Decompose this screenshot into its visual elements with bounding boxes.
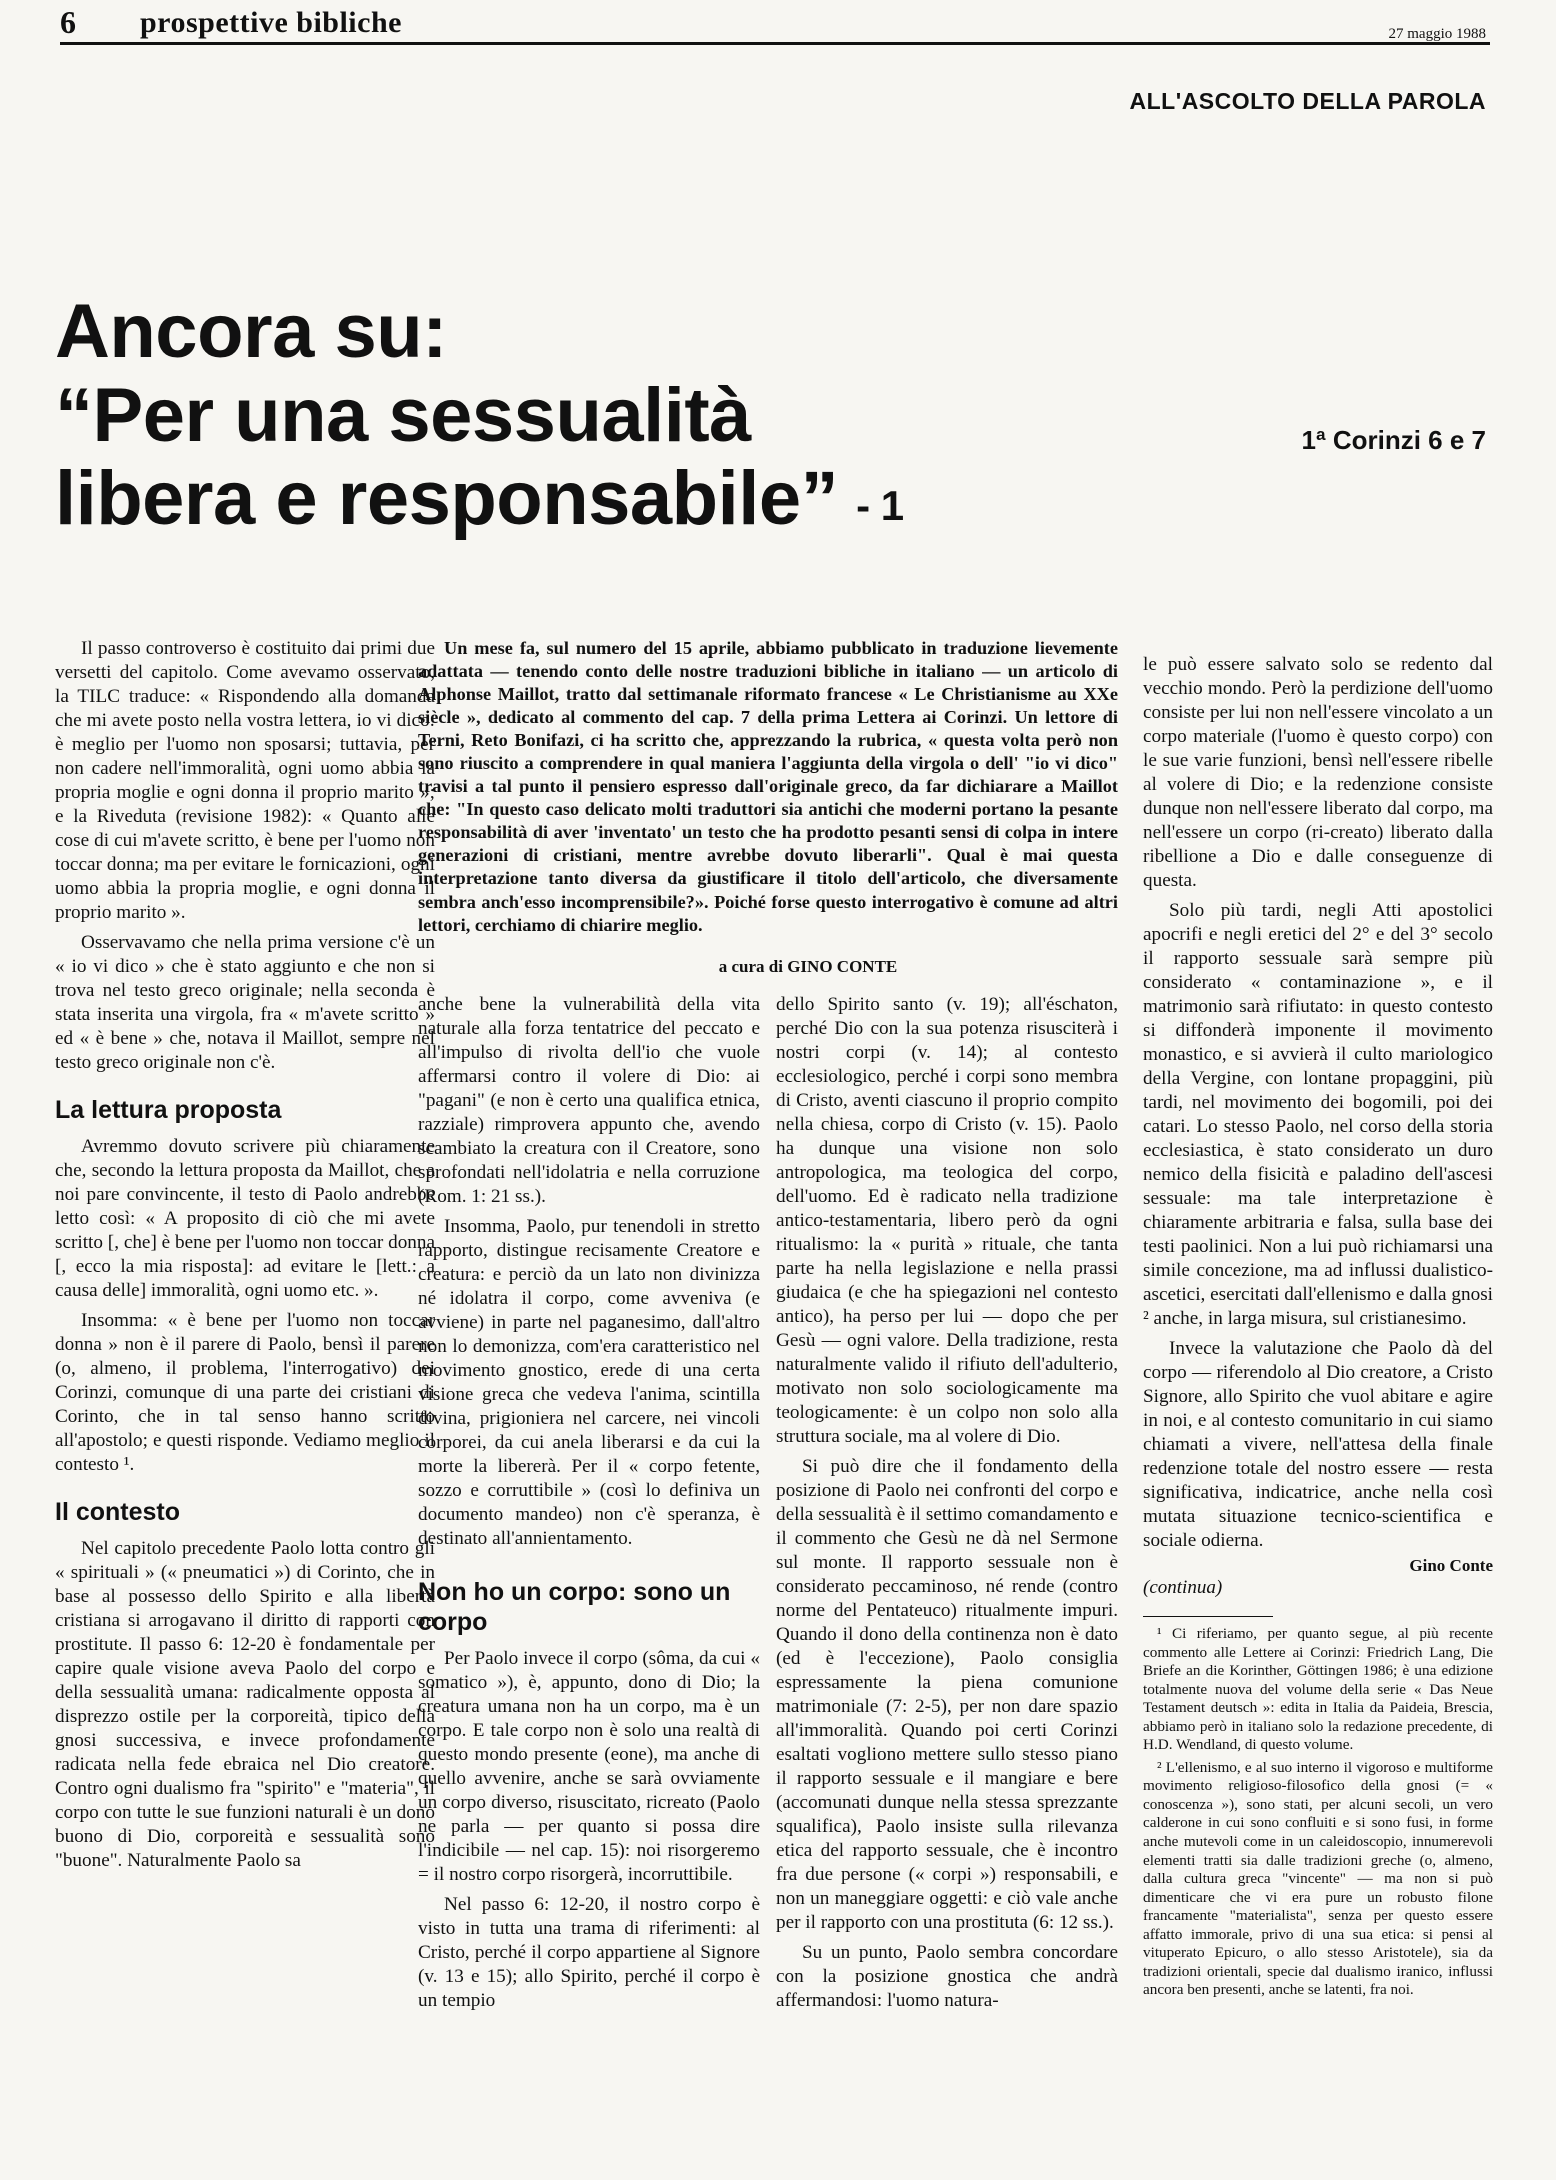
paragraph: Insomma: « è bene per l'uomo non toccar donna » non è il parere di Paolo, bensì il parere (o, almeno, il problema, l'interrogativo) dei Corinzi, comunque di una parte dei cristiani di Corinto, che in tal senso hanno scritto all'apostolo; e questi risponde. Vediamo meglio il contesto ¹. — [55, 1310, 435, 1475]
paragraph: dello Spirito santo (v. 19); all'éschaton, perché Dio con la sua potenza risusciterà i nostri corpi (v. 14); al contesto ecclesiologico, perché i corpi sono membra di Cristo, aventi ciascuno il proprio compito nella chiesa, corpo di Cristo (v. 15). Paolo ha dunque una visione non solo antropologica, ma teologica del corpo, dell'uomo. Ed è radicato nella tradizione antico-testamentaria, libero però da ogni ritualismo: la « purità » rituale, che tanta parte ha nella legislazione e nella prassi giudaica (e che ha spiegazioni nel contesto antico), ha perso per lui — dopo che per Gesù — ogni valore. Della tradizione, resta naturalmente valido il rifiuto dell'adulterio, motivato non solo sociologicamente ma teologicamente: è un colpo non solo alla struttura sociale, ma al volere di Dio. — [776, 993, 1118, 1447]
body-columns — [418, 993, 1118, 2019]
paragraph: le può essere salvato solo se redento dal vecchio mondo. Però la perdizione dell'uomo consiste per lui non nell'essere vincolato a un corpo materiale (l'uomo è questo corpo) con le sue varie funzioni, bensì nell'essere ribelle al volere di Dio; e la redenzione consiste dunque non nell'essere liberato dal corpo, ma nell'essere un corpo (ri-creato) liberato dalla ribellione a Dio e dalle conseguenze di questa. — [1143, 654, 1493, 891]
columns-2-3 — [418, 637, 1118, 2019]
subheading-contesto: Il contesto — [55, 1498, 181, 1526]
paragraph: Osservavamo che nella prima versione c'è un « io vi dico » che è stato aggiunto e che non si trova nel testo greco originale; nella seconda è stata inserita una virgola, fra « m'avete scritto » ed « è bene » che, notava il Maillot, sempre nel testo greco originale non c'è. — [55, 932, 435, 1073]
column-2 — [418, 993, 760, 2019]
editorial-intro — [418, 637, 1118, 937]
column-4 — [1143, 653, 1493, 2004]
column-3 — [776, 993, 1118, 2019]
section-label: ALL'ASCOLTO DELLA PAROLA — [1129, 88, 1486, 114]
subheading-corpo: Non ho un corpo: sono un corpo — [418, 1577, 731, 1636]
paragraph: Solo più tardi, negli Atti apostolici apocrifi e negli eretici del 2° e del 3° secolo il rapporto sessuale sarà sempre più considerato « contaminazione », e il matrimonio sarà rifiutato: in questo contesto si diffonderà imponente il movimento monastico, e si avvierà il culto mariologico della Vergine, con lontane propaggini, più tardi, nel movimento dei bogomili, poi dei catari. Lo stesso Paolo, nel corso della storia ecclesiastica, è stato considerato un duro nemico della fisicità e paladino dell'ascesi sessuale: ma tale interpretazione è chiaramente arbitraria e falsa, sulla base dei testi paolinici. Non a lui può richiamarsi una simile concezione, ma ad influssi dualistico-ascetici, esercitati dall'ellenismo e dalla gnosi ² anche, in larga misura, sul cristianesimo. — [1143, 900, 1493, 1329]
paragraph: Avremmo dovuto scrivere più chiaramente che, secondo la lettura proposta da Maillot, che a noi pare convincente, il testo di Paolo andrebbe letto così: « A proposito di ciò che mi avete scritto [, che] è bene per l'uomo non toccar donna [, ecco la mia risposta]: ad evitare le [lett.: a causa delle] immoralità, ogni uomo etc. ». — [55, 1136, 435, 1301]
title-line-3 — [55, 457, 1105, 541]
paragraph: Invece la valutazione che Paolo dà del corpo — riferendolo al Dio creatore, a Cristo Signore, allo Spirito che vuol abitare e agire in noi, e al contesto comunitario in cui siamo chiamati a vivere, nell'attesa della finale redenzione totale del nostro essere — resta significativa, indicatrice, anche nella così mutata situazione tecnico-scientifica e sociale odierna. — [1143, 1338, 1493, 1551]
intro-paragraph: Un mese fa, sul numero del 15 aprile, abbiamo pubblicato in traduzione lievemente adattata — tenendo conto delle nostre traduzioni bibliche in italiano — un articolo di Alphonse Maillot, tratto dal settimanale riformato francese « Le Christianisme au XXe siècle », dedicato al commento del cap. 7 della prima Lettera ai Corinzi. Un lettore di Terni, Reto Bonifazi, ci ha scritto che, apprezzando la rubrica, « questa volta però non sono riuscito a comprendere in qual maniera l'aggiunta della virgola o dell' "io vi dico" travisi a tal punto il pensiero espresso dall'originale greco, da far dichiarare a Maillot che: "In questo caso delicato molti traduttori sia antichi che moderni portano la pesante responsabilità di aver 'inventato' un testo che ha prodotto pesanti sensi di colpa in intere generazioni di cristiani, mentre avrebbe dovuto liberarli". Qual è mai questa interpretazione tanto diversa da giustificare il titolo dell'articolo, che diversamente sembra anch'esso incomprensibile?». Poiché forse questo interrogativo è comune ad altri lettori, cerchiamo di chiarire meglio. — [418, 638, 1118, 935]
issue-date: 27 maggio 1988 — [1388, 26, 1486, 42]
paragraph: anche bene la vulnerabilità della vita naturale alla forza tentatrice del peccato e all'impulso di rivolta dell'io che vuole affermarsi contro il volere di Dio: ai "pagani" (e non è certo una qualifica etnica, razziale) rimprovera appunto che, avendo scambiato la creatura con il Creatore, sono sprofondati nell'idolatria e nella corruzione (Rom. 1: 21 ss.). — [418, 993, 760, 1207]
footnote-rule — [1143, 1616, 1273, 1617]
article-title — [55, 290, 1105, 541]
curator-credit: a cura di GINO CONTE — [718, 956, 898, 976]
footnotes — [1143, 1625, 1493, 2000]
masthead: prospettive bibliche — [140, 6, 402, 39]
subheading-lettura: La lettura proposta — [55, 1096, 282, 1124]
author-signature: Gino Conte — [1409, 1556, 1493, 1575]
continued-note: (continua) — [1143, 1577, 1223, 1599]
paragraph: Il passo controverso è costituito dai primi due versetti del capitolo. Come avevamo osservato, la TILC traduce: « Rispondendo alla domanda che mi avete posto nella vostra lettera, io vi dico: è meglio per l'uomo non sposarsi; tuttavia, per non cadere nell'immoralità, ogni uomo abbia la propria moglie e ogni donna il proprio marito »; e la Riveduta (revisione 1982): « Quanto alle cose di cui m'avete scritto, è bene per l'uomo non toccar donna; ma per evitare le fornicazioni, ogni uomo abbia la propria moglie, e ogni donna il proprio marito ». — [55, 638, 435, 923]
header-rule — [60, 42, 1490, 45]
paragraph: Su un punto, Paolo sembra concordare con la posizione gnostica che andrà affermandosi: l'uomo natura- — [776, 1941, 1118, 2011]
title-line-2: “Per una sessualità — [55, 372, 751, 458]
footnote-1: ¹ Ci riferiamo, per quanto segue, al più recente commento alle Lettere ai Corinzi: Friedrich Lang, Die Briefe an die Korinther, Göttingen 1986; è una edizione totalmente nuova del volume della serie « Das Neue Testament deutsch »: edita in Italia da Paideia, Brescia, abbiamo però in italiano solo la redazione precedente, di H.D. Wendland, di questo volume. — [1143, 1625, 1493, 1754]
title-line-1: Ancora su: — [55, 289, 447, 374]
paragraph: Nel capitolo precedente Paolo lotta contro gli « spirituali » (« pneumatici ») di Corinto, che in base al possesso dello Spirito e alla libertà cristiana si arrogavano il diritto di rapporti con prostitute. Il passo 6: 12-20 è fondamentale per capire quale visione aveva Paolo del corpo e della sessualità umana: radicalmente opposta al disprezzo ostile per la corporeità, tipico della gnosi successiva, e invece profondamente radicata nella fede ebraica nel Dio creatore. Contro ogni dualismo fra "spirito" e "materia", il corpo con tutte le sue funzioni naturali è un dono buono di Dio, corporeità e sessualità sono "buone". Naturalmente Paolo sa — [55, 1538, 435, 1871]
paragraph: Per Paolo invece il corpo (sôma, da cui « somatico »), è, appunto, dono di Dio; la creatura umana non ha un corpo, ma è un corpo. E tale corpo non è solo una realtà di questo mondo presente (eone), ma anche di quello avvenire, anche se sarà ovviamente un corpo diverso, risuscitato, ricreato (Paolo ne parla — per quanto si possa dire l'indicibile — nel cap. 15): noi risorgeremo = il nostro corpo risorgerà, incorruttibile. — [418, 1647, 760, 1885]
footnote-2: ² L'ellenismo, e al suo interno il vigoroso e multiforme movimento religioso-filosofico della gnosi (= « conoscenza »), sono stati, per alcuni secoli, un vero calderone in cui sono confluiti e si sono fusi, in forme anche mutevoli come in un caleidoscopio, innumerevoli elementi tratti sia dalle tradizioni greche (o, almeno, dalla cultura greca "vincente" — ma non si può dimenticare che vi era pure un robusto filone francamente "materialista", senza per questo essere affatto immorale, privo di una sua etica: si pensi al vituperato Epicuro, o allo stesso Aristotele), sia da tradizioni orientali, specie dal dualismo iranico, influssi ancora ben presenti, anche se latenti, fra noi. — [1143, 1758, 1493, 1999]
paragraph: Nel passo 6: 12-20, il nostro corpo è visto in tutta una trama di riferimenti: al Cristo, perché il corpo appartiene al Signore (v. 13 e 15); allo Spirito, perché il corpo è un tempio — [418, 1893, 760, 2011]
page-number: 6 — [60, 4, 76, 40]
bible-reference: 1ª Corinzi 6 e 7 — [1301, 425, 1486, 455]
column-1 — [55, 637, 435, 1879]
title-line-3-text: libera e responsabile” — [55, 456, 839, 542]
page-header — [0, 0, 1556, 60]
paragraph: Si può dire che il fondamento della posizione di Paolo nei confronti del corpo e della sessualità è il settimo comandamento e il commento che Gesù ne dà nel Sermone sul monte. Il rapporto sessuale non è considerato peccaminoso, né rende (contro norme del Pentateuco) ritualmente impuri. Quando il dono della continenza non è dato (ed è l'eccezione), Paolo consiglia espressamente la piena comunione matrimoniale (7: 2-5), per non dare spazio all'immoralità. Quando poi certi Corinzi esaltati vogliono mettere sullo stesso piano il rapporto sessuale e il mangiare e bere (accomunati dunque nella stessa sprezzante squalifica), Paolo insiste sulla rilevanza etica del rapporto sessuale, che è incontro fra due persone (« corpi ») responsabili, e non un maneggiare oggetti: e ciò vale anche per il rapporto con una prostituta (6: 12 ss.). — [776, 1455, 1118, 1933]
paragraph: Insomma, Paolo, pur tenendoli in stretto rapporto, distingue recisamente Creatore e creatura: e perciò da un lato non divinizza né idolatra il corpo, come avveniva (e avviene) in parte nel paganesimo, dall'altro non lo demonizza, com'era caratteristico nel movimento gnostico, erede di una certa visione greca che vedeva l'anima, scintilla divina, prigioniera nel carcere, nei vincoli corporei, da cui anela liberarsi e da cui la morte la libererà. Per il « corpo fetente, sozzo e corruttibile » (così lo definiva un documento mandeo) non c'è speranza, è destinato all'annientamento. — [418, 1215, 760, 1549]
title-part-number: - 1 — [856, 482, 904, 530]
